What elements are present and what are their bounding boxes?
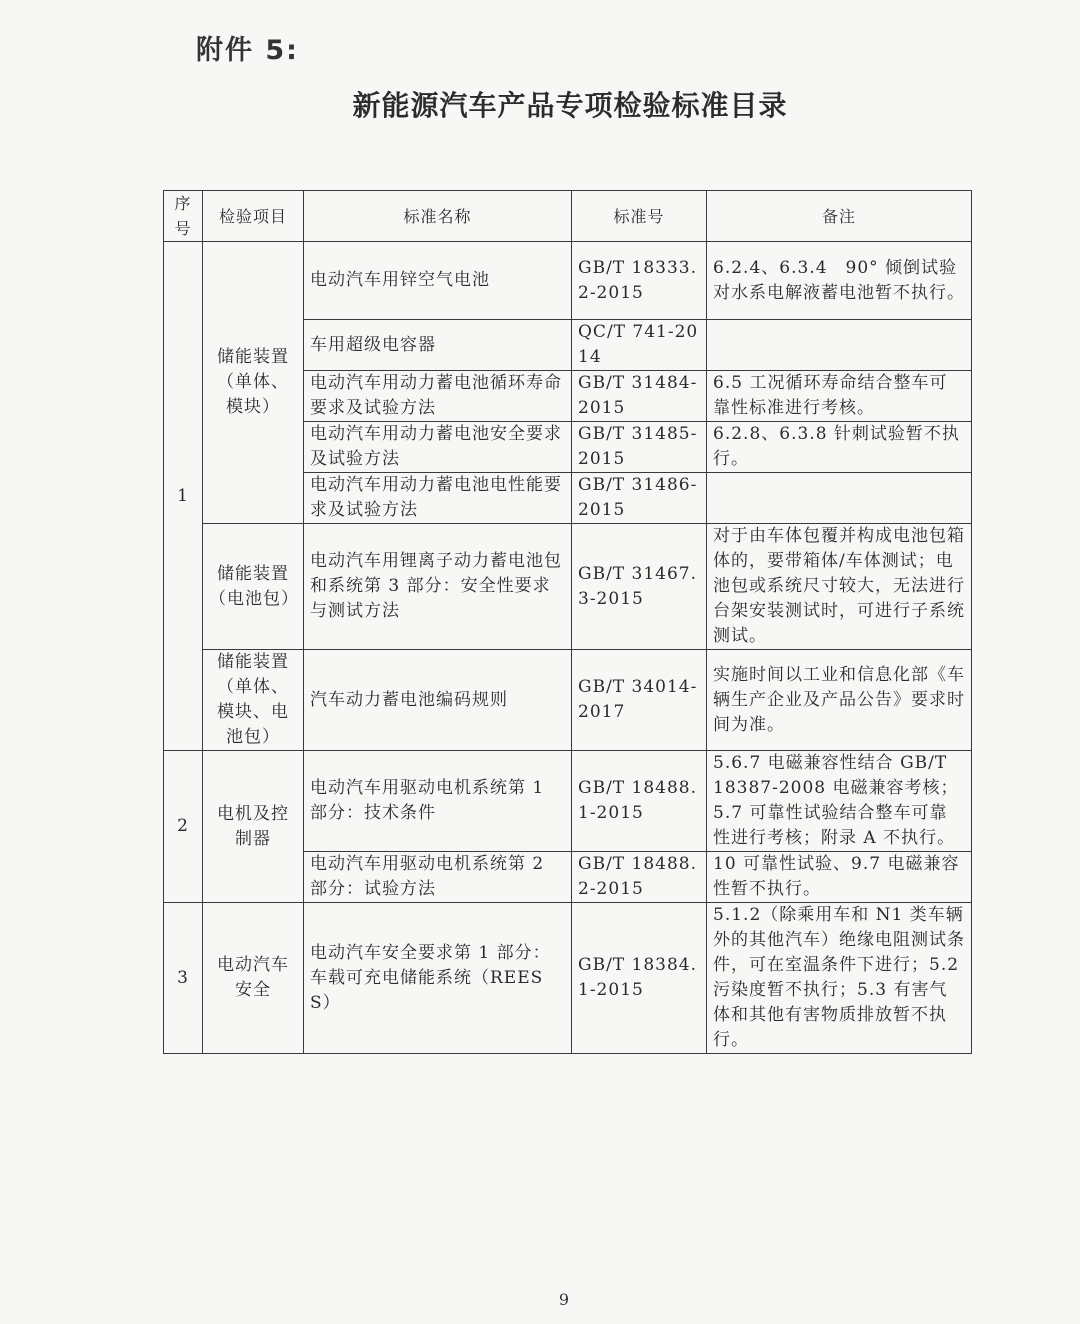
row-seq: 2	[164, 751, 203, 903]
standard-name: 电动汽车用驱动电机系统第 2 部分：试验方法	[304, 852, 572, 903]
standard-remark: 5.6.7 电磁兼容性结合 GB/T 18387-2008 电磁兼容考核；5.7 可靠性试验结合整车可靠性进行考核；附录 A 不执行。	[707, 751, 972, 852]
standard-remark	[707, 320, 972, 371]
standard-remark: 6.2.8、6.3.8 针刺试验暂不执行。	[707, 422, 972, 473]
table-row	[164, 751, 972, 852]
table-header-row	[164, 191, 972, 242]
standard-number: GB/T 31485-2015	[572, 422, 707, 473]
standard-number: GB/T 18488.1-2015	[572, 751, 707, 852]
row-seq: 3	[164, 903, 203, 1054]
table-row	[164, 524, 972, 650]
standard-number: GB/T 31484-2015	[572, 371, 707, 422]
standard-number: GB/T 18333.2-2015	[572, 242, 707, 320]
standard-remark: 6.2.4、6.3.4 90° 倾倒试验对水系电解液蓄电池暂不执行。	[707, 242, 972, 320]
standards-table	[163, 190, 972, 1054]
row-item: 储能装置（电池包）	[203, 524, 304, 650]
standard-number: GB/T 18488.2-2015	[572, 852, 707, 903]
page-number: 9	[558, 1290, 570, 1309]
standard-remark: 实施时间以工业和信息化部《车辆生产企业及产品公告》要求时间为准。	[707, 650, 972, 751]
document-title: 新能源汽车产品专项检验标准目录	[352, 89, 788, 122]
standard-remark	[707, 473, 972, 524]
standard-number: GB/T 31467.3-2015	[572, 524, 707, 650]
table-row	[164, 650, 972, 751]
row-item: 储能装置（单体、模块）	[203, 242, 304, 524]
standard-name: 电动汽车用动力蓄电池电性能要求及试验方法	[304, 473, 572, 524]
standard-number: GB/T 31486-2015	[572, 473, 707, 524]
standard-name: 汽车动力蓄电池编码规则	[304, 650, 572, 751]
row-seq: 1	[164, 242, 203, 751]
standard-number: QC/T 741-2014	[572, 320, 707, 371]
standard-remark: 对于由车体包覆并构成电池包箱体的，要带箱体/车体测试；电池包或系统尺寸较大，无法进行台架安装测试时，可进行子系统测试。	[707, 524, 972, 650]
standard-name: 电动汽车用锌空气电池	[304, 242, 572, 320]
standard-remark: 10 可靠性试验、9.7 电磁兼容性暂不执行。	[707, 852, 972, 903]
standard-name: 电动汽车用驱动电机系统第 1 部分：技术条件	[304, 751, 572, 852]
standard-number: GB/T 18384.1-2015	[572, 903, 707, 1054]
column-header-seq: 序号	[164, 191, 203, 242]
column-header-name: 标准名称	[304, 191, 572, 242]
standard-number: GB/T 34014-2017	[572, 650, 707, 751]
column-header-number: 标准号	[572, 191, 707, 242]
standard-name: 电动汽车安全要求第 1 部分：车载可充电储能系统（REESS）	[304, 903, 572, 1054]
column-header-item: 检验项目	[203, 191, 304, 242]
standard-name: 电动汽车用动力蓄电池安全要求及试验方法	[304, 422, 572, 473]
row-item: 电动汽车安全	[203, 903, 304, 1054]
standard-remark: 6.5 工况循环寿命结合整车可靠性标准进行考核。	[707, 371, 972, 422]
row-item: 储能装置（单体、模块、电池包）	[203, 650, 304, 751]
standard-name: 车用超级电容器	[304, 320, 572, 371]
table-row	[164, 242, 972, 320]
standard-name: 电动汽车用动力蓄电池循环寿命要求及试验方法	[304, 371, 572, 422]
column-header-remark: 备注	[707, 191, 972, 242]
standard-remark: 5.1.2（除乘用车和 N1 类车辆外的其他汽车）绝缘电阻测试条件，可在室温条件下进行；5.2 污染度暂不执行；5.3 有害气体和其他有害物质排放暂不执行。	[707, 903, 972, 1054]
table-row	[164, 903, 972, 1054]
attachment-label: 附件 5:	[196, 35, 299, 66]
row-item: 电机及控制器	[203, 751, 304, 903]
standard-name: 电动汽车用锂离子动力蓄电池包和系统第 3 部分：安全性要求与测试方法	[304, 524, 572, 650]
